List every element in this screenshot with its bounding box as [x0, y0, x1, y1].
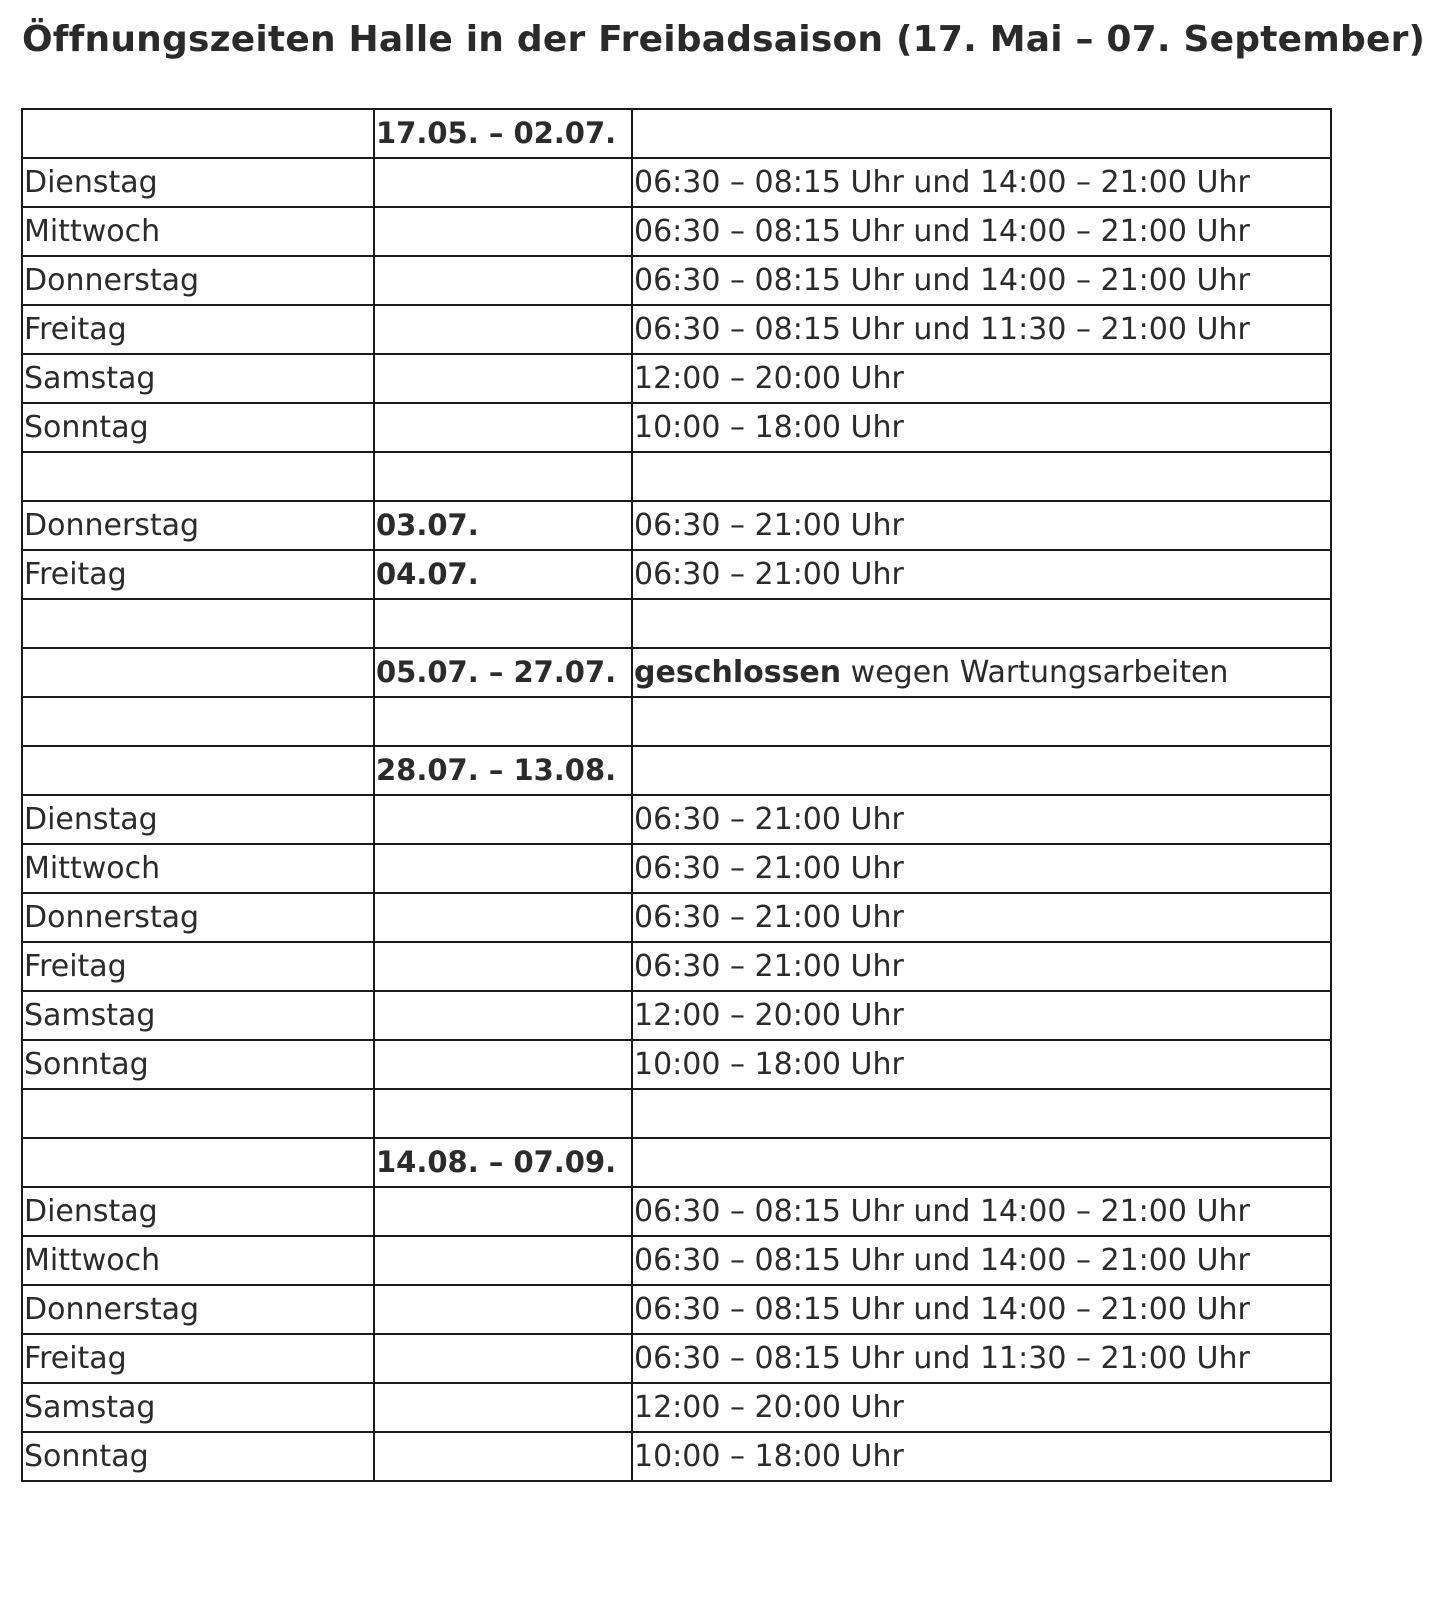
opening-time-cell: 10:00 – 18:00 Uhr: [632, 1040, 1331, 1089]
date-range-cell: [374, 991, 632, 1040]
opening-time-cell: 12:00 – 20:00 Uhr: [632, 354, 1331, 403]
weekday-cell: [22, 648, 374, 697]
weekday-cell: Freitag: [22, 550, 374, 599]
table-row: [22, 305, 1331, 354]
table-row: [22, 550, 1331, 599]
weekday-cell: Freitag: [22, 1334, 374, 1383]
weekday-cell: Mittwoch: [22, 207, 374, 256]
weekday-cell: Freitag: [22, 942, 374, 991]
date-range-cell: [374, 844, 632, 893]
weekday-cell: Samstag: [22, 354, 374, 403]
opening-hours-table: [21, 108, 1332, 1482]
opening-time-cell: [632, 1138, 1331, 1187]
closed-label: geschlossen: [634, 655, 842, 690]
date-range-cell: [374, 305, 632, 354]
opening-time-cell: 12:00 – 20:00 Uhr: [632, 1383, 1331, 1432]
opening-time-cell: 06:30 – 21:00 Uhr: [632, 795, 1331, 844]
table-row: [22, 1383, 1331, 1432]
opening-time-cell: 06:30 – 08:15 Uhr und 14:00 – 21:00 Uhr: [632, 1187, 1331, 1236]
table-row: [22, 452, 1331, 501]
date-range-cell: [374, 599, 632, 648]
closed-reason: wegen Wartungsarbeiten: [841, 655, 1229, 690]
page-title: Öffnungszeiten Halle in der Freibadsaison (17. Mai – 07. September): [22, 19, 1426, 60]
opening-time-cell: 06:30 – 21:00 Uhr: [632, 942, 1331, 991]
opening-time-cell: 06:30 – 08:15 Uhr und 14:00 – 21:00 Uhr: [632, 207, 1331, 256]
table-row: [22, 1138, 1331, 1187]
opening-time-cell: 06:30 – 08:15 Uhr und 11:30 – 21:00 Uhr: [632, 305, 1331, 354]
date-range-cell: [374, 1040, 632, 1089]
table-row: [22, 1089, 1331, 1138]
table-row: [22, 354, 1331, 403]
date-range-cell: 28.07. – 13.08.: [374, 746, 632, 795]
opening-hours-rows: [22, 109, 1331, 1481]
table-row: [22, 403, 1331, 452]
weekday-cell: [22, 1138, 374, 1187]
date-range-cell: 05.07. – 27.07.: [374, 648, 632, 697]
weekday-cell: Dienstag: [22, 1187, 374, 1236]
date-range-cell: [374, 1089, 632, 1138]
table-row: [22, 1040, 1331, 1089]
opening-time-cell: 12:00 – 20:00 Uhr: [632, 991, 1331, 1040]
weekday-cell: [22, 697, 374, 746]
opening-time-cell: [632, 109, 1331, 158]
weekday-cell: Mittwoch: [22, 1236, 374, 1285]
date-range-cell: [374, 403, 632, 452]
table-row: [22, 1236, 1331, 1285]
date-range-cell: [374, 1383, 632, 1432]
table-row: [22, 501, 1331, 550]
date-range-cell: 17.05. – 02.07.: [374, 109, 632, 158]
opening-time-cell: [632, 648, 1331, 697]
date-range-cell: [374, 256, 632, 305]
table-row: [22, 746, 1331, 795]
table-row: [22, 207, 1331, 256]
opening-time-cell: 06:30 – 21:00 Uhr: [632, 893, 1331, 942]
weekday-cell: Sonntag: [22, 403, 374, 452]
date-range-cell: [374, 207, 632, 256]
table-row: [22, 256, 1331, 305]
date-range-cell: [374, 942, 632, 991]
date-range-cell: [374, 1187, 632, 1236]
table-row: [22, 795, 1331, 844]
opening-time-cell: 06:30 – 21:00 Uhr: [632, 501, 1331, 550]
opening-time-cell: 06:30 – 08:15 Uhr und 14:00 – 21:00 Uhr: [632, 1236, 1331, 1285]
opening-time-cell: 06:30 – 21:00 Uhr: [632, 844, 1331, 893]
opening-time-cell: [632, 697, 1331, 746]
table-row: [22, 991, 1331, 1040]
weekday-cell: Mittwoch: [22, 844, 374, 893]
table-row: [22, 1285, 1331, 1334]
date-range-cell: [374, 697, 632, 746]
date-range-cell: 03.07.: [374, 501, 632, 550]
table-row: [22, 648, 1331, 697]
date-range-cell: [374, 354, 632, 403]
weekday-cell: [22, 109, 374, 158]
table-row: [22, 109, 1331, 158]
weekday-cell: Freitag: [22, 305, 374, 354]
date-range-cell: [374, 795, 632, 844]
opening-time-cell: 06:30 – 21:00 Uhr: [632, 550, 1331, 599]
weekday-cell: Donnerstag: [22, 501, 374, 550]
table-row: [22, 844, 1331, 893]
weekday-cell: [22, 452, 374, 501]
opening-time-cell: 06:30 – 08:15 Uhr und 14:00 – 21:00 Uhr: [632, 158, 1331, 207]
opening-time-cell: [632, 599, 1331, 648]
table-row: [22, 1432, 1331, 1481]
date-range-cell: [374, 1285, 632, 1334]
table-row: [22, 893, 1331, 942]
weekday-cell: Sonntag: [22, 1432, 374, 1481]
weekday-cell: Dienstag: [22, 795, 374, 844]
weekday-cell: Donnerstag: [22, 893, 374, 942]
opening-time-cell: 10:00 – 18:00 Uhr: [632, 403, 1331, 452]
opening-time-cell: 06:30 – 08:15 Uhr und 14:00 – 21:00 Uhr: [632, 1285, 1331, 1334]
opening-time-cell: 10:00 – 18:00 Uhr: [632, 1432, 1331, 1481]
date-range-cell: [374, 452, 632, 501]
date-range-cell: [374, 1334, 632, 1383]
weekday-cell: Samstag: [22, 991, 374, 1040]
table-row: [22, 1334, 1331, 1383]
table-row: [22, 942, 1331, 991]
opening-time-cell: 06:30 – 08:15 Uhr und 14:00 – 21:00 Uhr: [632, 256, 1331, 305]
opening-time-cell: [632, 452, 1331, 501]
weekday-cell: Donnerstag: [22, 1285, 374, 1334]
opening-time-cell: [632, 1089, 1331, 1138]
weekday-cell: [22, 746, 374, 795]
weekday-cell: Donnerstag: [22, 256, 374, 305]
date-range-cell: [374, 1236, 632, 1285]
date-range-cell: [374, 893, 632, 942]
date-range-cell: 04.07.: [374, 550, 632, 599]
date-range-cell: [374, 1432, 632, 1481]
opening-time-cell: 06:30 – 08:15 Uhr und 11:30 – 21:00 Uhr: [632, 1334, 1331, 1383]
weekday-cell: Samstag: [22, 1383, 374, 1432]
weekday-cell: [22, 599, 374, 648]
date-range-cell: 14.08. – 07.09.: [374, 1138, 632, 1187]
table-row: [22, 599, 1331, 648]
opening-time-cell: [632, 746, 1331, 795]
weekday-cell: Dienstag: [22, 158, 374, 207]
weekday-cell: [22, 1089, 374, 1138]
table-row: [22, 697, 1331, 746]
table-row: [22, 1187, 1331, 1236]
weekday-cell: Sonntag: [22, 1040, 374, 1089]
table-row: [22, 158, 1331, 207]
date-range-cell: [374, 158, 632, 207]
